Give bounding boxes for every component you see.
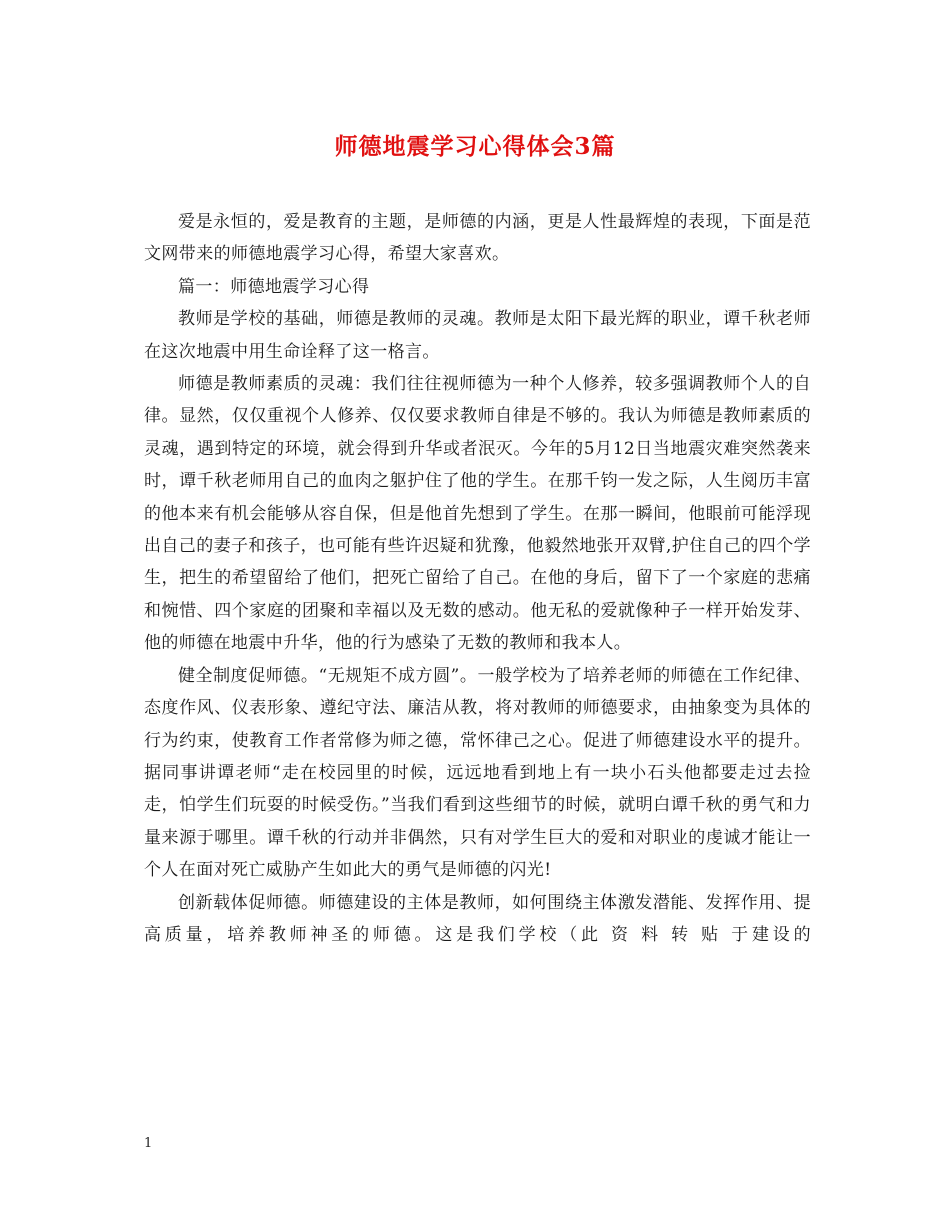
page-number: 1	[144, 1136, 153, 1151]
paragraph: 教师是学校的基础，师德是教师的灵魂。教师是太阳下最光辉的职业，谭千秋老师在这次地震中用生命诠释了这一格言。	[144, 309, 811, 362]
document-body	[144, 206, 811, 951]
document-title: 师德地震学习心得体会3篇	[334, 133, 616, 160]
section-heading: 篇一：师德地震学习心得	[178, 276, 370, 297]
paragraph: 师德是教师素质的灵魂：我们往往视师德为一种个人修养，较多强调教师个人的自律。显然，仅仅重视个人修养、仅仅要求教师自律是不够的。我认为师德是教师素质的灵魂，遇到特定的环境，就会得到升华或者泯灭。今年的5月12日当地震灾难突然袭来时，谭千秋老师用自己的血肉之躯护住了他的学生。在那千钧一发之际，人生阅历丰富的他本来有机会能够从容自保，但是他首先想到了学生。在那一瞬间，他眼前可能浮现出自己的妻子和孩子，也可能有些许迟疑和犹豫，他毅然地张开双臂,护住自己的四个学生，把生的希望留给了他们，把死亡留给了自己。在他的身后，留下了一个家庭的悲痛和惋惜、四个家庭的团聚和幸福以及无数的感动。他无私的爱就像种子一样开始发芽、他的师德在地震中升华，他的行为感染了无数的教师和我本人。	[144, 374, 812, 654]
paragraph-intro: 爱是永恒的，爱是教育的主题，是师德的内涵，更是人性最辉煌的表现，下面是范文网带来的师德地震学习心得，希望大家喜欢。	[144, 212, 811, 265]
paragraph: 健全制度促师德。“无规矩不成方圆”。一般学校为了培养老师的师德在工作纪律、态度作风、仪表形象、遵纪守法、廉洁从教，将对教师的师德要求，由抽象变为具体的行为约束，使教育工作者常修为师之德，常怀律己之心。促进了师德建设水平的提升。据同事讲谭老师“走在校园里的时候，远远地看到地上有一块小石头他都要走过去捡走，怕学生们玩耍的时候受伤。”当我们看到这些细节的时候，就明白谭千秋的勇气和力量来源于哪里。谭千秋的行动并非偶然，只有对学生巨大的爱和对职业的虔诚才能让一个人在面对死亡威胁产生如此大的勇气是师德的闪光!	[144, 665, 811, 881]
paragraph: 创新载体促师德。师德建设的主体是教师，如何围绕主体激发潜能、发挥作用、提高质量，培养教师神圣的师德。这是我们学校（此 资 料 转 贴 于建设的	[144, 892, 811, 945]
